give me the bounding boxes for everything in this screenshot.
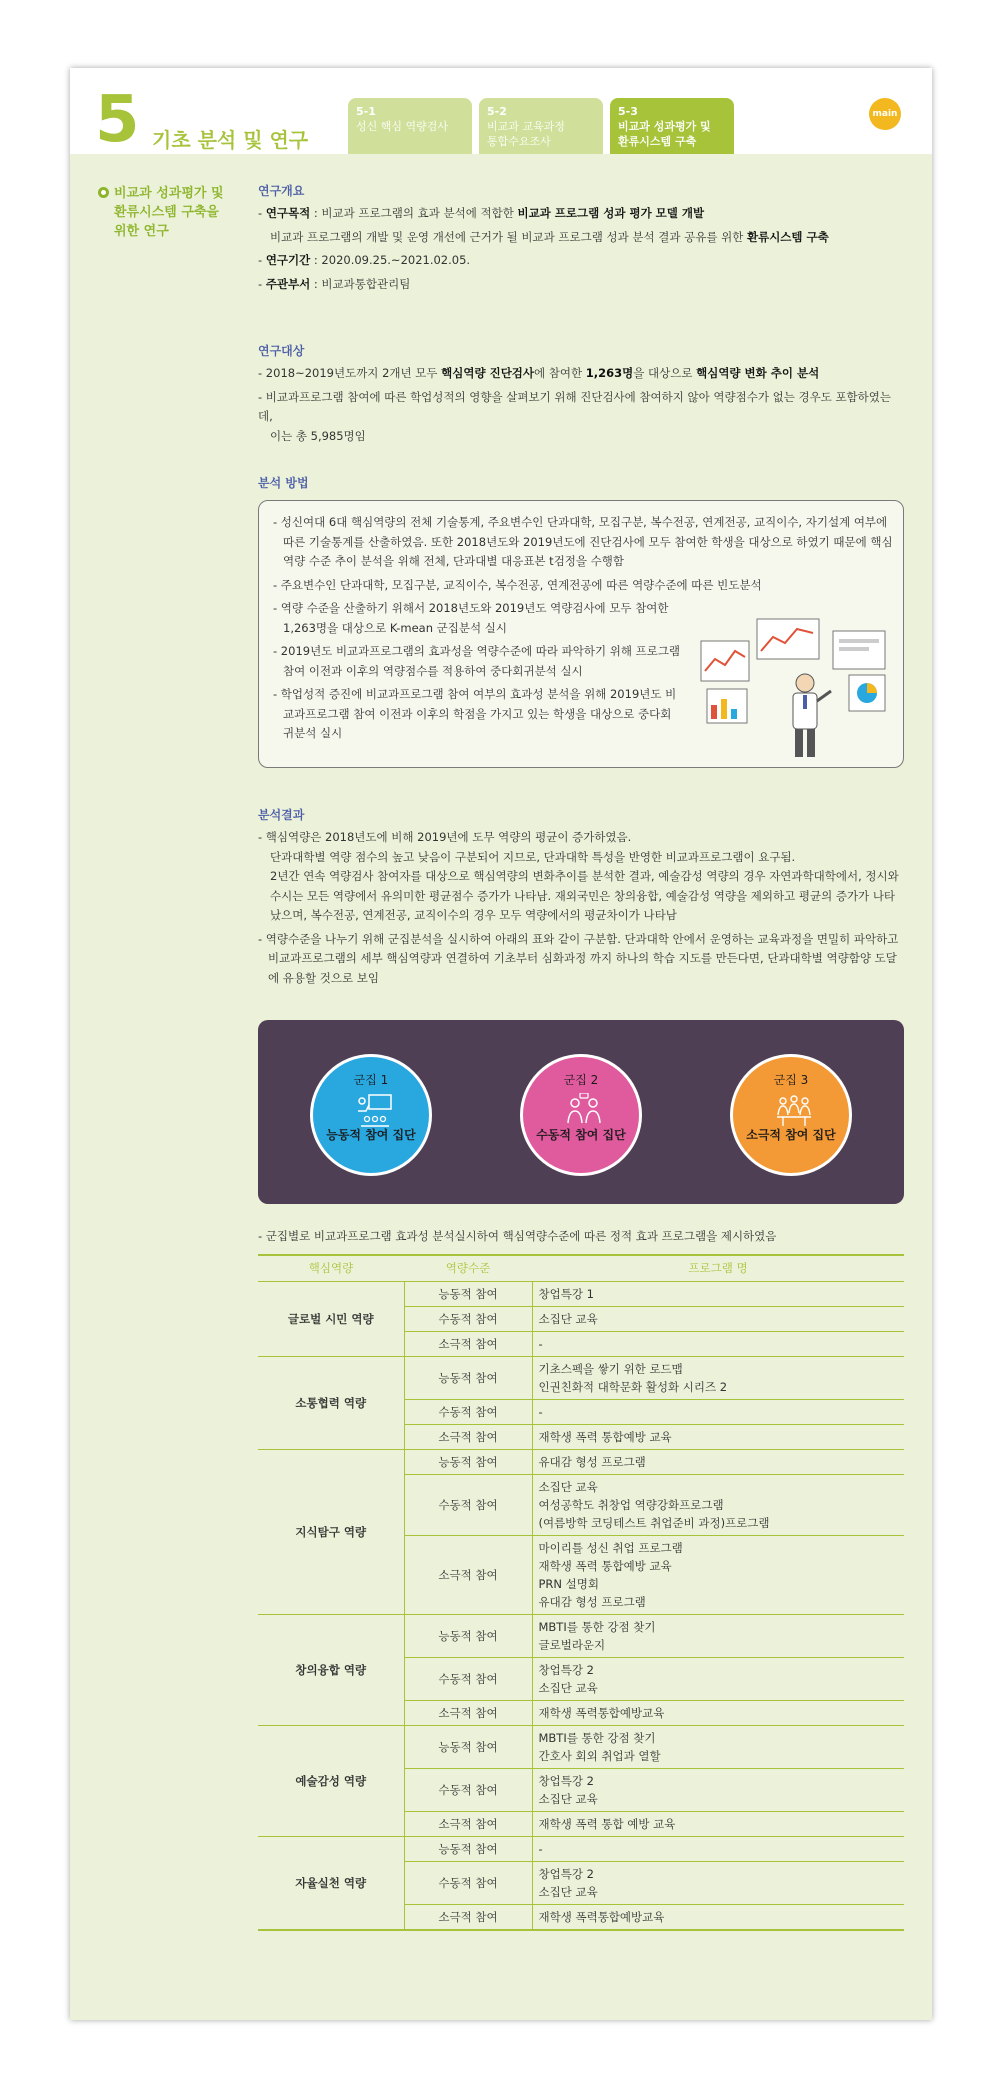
level-cell: 능동적 참여 (404, 1356, 532, 1399)
level-cell: 능동적 참여 (404, 1836, 532, 1861)
program-name: 소집단 교육 (538, 1791, 598, 1806)
table-row (258, 1356, 904, 1399)
table-header-row (258, 1255, 904, 1281)
program-name: 창업특강 2 (538, 1773, 594, 1788)
program-cell (532, 1331, 904, 1356)
level-cell: 소극적 참여 (404, 1424, 532, 1449)
results-title: 분석결과 (258, 808, 305, 822)
target-body: - 2018~2019년도까지 2개년 모두 핵심역량 진단검사에 참여한 1,263명을 대상으로 핵심역량 변화 추이 분석 - 비교과프로그램 참여에 따른 학업성적의 영향을 살펴보기 위해 진단검사에 참여하지 않아 역량점수가 없는 경우도 포함하였는데, 이는 총 5,985명임 (258, 366, 891, 443)
researcher-with-charts-illustration (699, 611, 889, 761)
tab-label: 비교과 교육과정 (487, 120, 565, 133)
program-cell (532, 1811, 904, 1836)
chapter-header (70, 68, 932, 157)
tab-number: 5-3 (618, 105, 638, 118)
program-name: MBTI를 통한 강점 찾기 (538, 1730, 656, 1745)
table-note: - 군집별로 비교과프로그램 효과성 분석실시하여 핵심역량수준에 따른 정적 효과 프로그램을 제시하였음 (258, 1229, 777, 1243)
cluster-panel (258, 1020, 904, 1204)
program-name: 재학생 폭력통합예방교육 (538, 1705, 665, 1720)
cluster-name: 수동적 참여 집단 (536, 1128, 626, 1142)
program-name: PRN 설명회 (538, 1576, 600, 1591)
level-cell: 소극적 참여 (404, 1331, 532, 1356)
program-name: (여름방학 코딩테스트 취업준비 과정)프로그램 (538, 1515, 770, 1530)
table-row (258, 1836, 904, 1861)
method-item: - 역량 수준을 산출하기 위해서 2018년도와 2019년도 역량검사에 모두 참여한 1,263명을 대상으로 K-mean 군집분석 실시 (273, 601, 669, 635)
program-cell (532, 1449, 904, 1474)
column-header: 핵심역량 (258, 1255, 404, 1281)
program-name: 유대감 형성 프로그램 (538, 1594, 646, 1609)
program-name: 간호사 회외 취업과 열할 (538, 1748, 661, 1763)
program-name: 기초스펙을 쌓기 위한 로드맵 (538, 1361, 683, 1376)
program-cell (532, 1356, 904, 1399)
program-cell (532, 1657, 904, 1700)
level-cell: 소극적 참여 (404, 1904, 532, 1930)
cluster-name: 능동적 참여 집단 (326, 1128, 416, 1142)
program-name: - (538, 1841, 543, 1856)
competency-cell: 지식탐구 역량 (258, 1449, 404, 1614)
program-cell (532, 1836, 904, 1861)
level-cell: 수동적 참여 (404, 1861, 532, 1904)
cluster-name: 소극적 참여 집단 (746, 1128, 836, 1142)
method-title: 분석 방법 (258, 476, 309, 490)
program-name: 창업특강 2 (538, 1662, 594, 1677)
level-cell: 능동적 참여 (404, 1614, 532, 1657)
program-cell (532, 1904, 904, 1930)
program-name: 여성공학도 취창업 역량강화프로그램 (538, 1497, 724, 1512)
level-cell: 수동적 참여 (404, 1657, 532, 1700)
target-title: 연구대상 (258, 344, 305, 358)
tab-label: 비교과 성과평가 및 (618, 120, 711, 133)
program-cell (532, 1861, 904, 1904)
column-header: 프로그램 명 (532, 1255, 904, 1281)
overview-title: 연구개요 (258, 184, 305, 198)
document-page (70, 68, 932, 2020)
program-name: 창업특강 2 (538, 1866, 594, 1881)
cluster-2-circle (520, 1054, 642, 1176)
competency-cell: 예술감성 역량 (258, 1725, 404, 1836)
tab-label: 성신 핵심 역량검사 (356, 120, 449, 133)
program-name: MBTI를 통한 강점 찾기 (538, 1619, 656, 1634)
method-box (258, 500, 904, 768)
program-name: 소집단 교육 (538, 1311, 598, 1326)
presenter-icon (355, 1093, 393, 1127)
program-cell (532, 1768, 904, 1811)
program-cell (532, 1306, 904, 1331)
program-cell (532, 1614, 904, 1657)
main-home-button[interactable]: main (869, 98, 901, 130)
program-name: 인권친화적 대학문화 활성화 시리즈 2 (538, 1379, 728, 1394)
level-cell: 능동적 참여 (404, 1449, 532, 1474)
method-item: - 주요변수인 단과대학, 모집구분, 교직이수, 복수전공, 연계전공에 따른 역량수준에 따른 빈도분석 (273, 577, 762, 592)
tab-label: 환류시스템 구축 (618, 135, 697, 148)
program-cell (532, 1725, 904, 1768)
bullet-circle-icon (98, 187, 109, 198)
program-name: 소집단 교육 (538, 1680, 598, 1695)
program-name: 창업특강 1 (538, 1286, 594, 1301)
level-cell: 수동적 참여 (404, 1474, 532, 1535)
tab-number: 5-1 (356, 105, 376, 118)
chapter-number: 5 (95, 83, 140, 157)
level-cell: 소극적 참여 (404, 1535, 532, 1614)
level-cell: 수동적 참여 (404, 1768, 532, 1811)
table-row (258, 1281, 904, 1306)
tab-5-2[interactable] (479, 98, 603, 154)
table-row (258, 1614, 904, 1657)
cluster-1-circle (310, 1054, 432, 1176)
cluster-number: 군집 1 (353, 1073, 389, 1087)
cluster-3-circle (730, 1054, 852, 1176)
column-header: 역량수준 (404, 1255, 532, 1281)
program-cell (532, 1700, 904, 1725)
meeting-icon (775, 1093, 813, 1127)
program-cell (532, 1535, 904, 1614)
competency-cell: 글로벌 시민 역량 (258, 1281, 404, 1356)
method-item: - 2019년도 비교과프로그램의 효과성을 역량수준에 따라 파악하기 위해 프로그램 참여 이전과 이후의 역량점수를 적용하여 중다회귀분석 실시 (273, 644, 681, 678)
program-name: 글로벌라운지 (538, 1637, 606, 1652)
competency-cell: 창의융합 역량 (258, 1614, 404, 1725)
tab-label: 통합수요조사 (487, 135, 551, 148)
program-name: 유대감 형성 프로그램 (538, 1454, 646, 1469)
program-cell (532, 1281, 904, 1306)
program-name: 재학생 폭력 통합 예방 교육 (538, 1816, 676, 1831)
method-item: - 학업성적 증진에 비교과프로그램 참여 여부의 효과성 분석을 위해 2019년도 비교과프로그램 참여 이전과 이후의 학점을 가지고 있는 학생을 대상으로 중다회귀분석 실시 (273, 687, 677, 740)
tab-number: 5-2 (487, 105, 507, 118)
discussion-icon (565, 1093, 603, 1127)
cluster-number: 군집 2 (563, 1073, 599, 1087)
program-name: 재학생 폭력통합예방교육 (538, 1909, 665, 1924)
overview-body: - 연구목적 : 비교과 프로그램의 효과 분석에 적합한 비교과 프로그램 성과 평가 모델 개발 비교과 프로그램의 개발 및 운영 개선에 근거가 될 비교과 프로그램 성과 분석 결과 공유를 위한 환류시스템 구축 - 연구기간 : 2020.09.25.~2021.02.05. - 주관부서 : 비교과통합관리팀 (258, 206, 829, 291)
chapter-title: 기초 분석 및 연구 (152, 128, 309, 152)
program-name: - (538, 1404, 543, 1419)
level-cell: 수동적 참여 (404, 1399, 532, 1424)
program-name: 마이리틀 성신 취업 프로그램 (538, 1540, 683, 1555)
program-table (258, 1254, 904, 1931)
program-name: 소집단 교육 (538, 1479, 598, 1494)
results-body: - 핵심역량은 2018년도에 비해 2019년에 도무 역량의 평균이 증가하였음. 단과대학별 역량 점수의 높고 낮음이 구분되어 지므로, 단과대학 특성을 반영한 비교과프로그램이 요구됨. 2년간 연속 역량검사 참여자를 대상으로 핵심역량의 변화추이를 분석한 결과, 예술감성 역량의 경우 자연과학대학에서, 정시와 수시는 모든 역량에서 유의미한 평균점수 증가가 나타남. 재외국민은 창의융합, 예술감성 역량을 제외하고 평균의 증가가 나타났으며, 복수전공, 연계전공, 교직이수의 경우 모두 역량에서의 평균차이가 나타남 - 역량수준을 나누기 위해 군집분석을 실시하여 아래의 표와 같이 구분함. 단과대학 안에서 운영하는 교육과정을 면밀히 파악하고 비교과프로그램의 세부 핵심역량과 연결하여 기초부터 심화과정 까지 하나의 학습 지도를 만든다면, 단과대학별 역량함양 도달에 유용할 것으로 보임 (258, 830, 899, 985)
table-row (258, 1449, 904, 1474)
program-name: 재학생 폭력 통합예방 교육 (538, 1558, 672, 1573)
program-name: 재학생 폭력 통합예방 교육 (538, 1429, 672, 1444)
competency-cell: 자율실천 역량 (258, 1836, 404, 1930)
level-cell: 수동적 참여 (404, 1306, 532, 1331)
program-cell (532, 1399, 904, 1424)
program-name: - (538, 1336, 543, 1351)
program-cell (532, 1474, 904, 1535)
table-row (258, 1725, 904, 1768)
method-item: - 성신여대 6대 핵심역량의 전체 기술통계, 주요변수인 단과대학, 모집구분, 복수전공, 연계전공, 교직이수, 자기설계 여부에 따른 기술통계를 산출하였음. 또한 2018년도와 2019년도에 진단검사에 모두 참여한 학생을 대상으로 하였기 때문에 핵심역량 수준 추이 분석을 위해 전체, 단과대별 대응표본 t검정을 수행함 (273, 515, 893, 568)
level-cell: 능동적 참여 (404, 1725, 532, 1768)
tab-5-1[interactable] (348, 98, 472, 154)
program-cell (532, 1424, 904, 1449)
tab-5-3[interactable] (610, 98, 734, 154)
program-name: 소집단 교육 (538, 1884, 598, 1899)
competency-cell: 소통협력 역량 (258, 1356, 404, 1449)
side-title: 비교과 성과평가 및 환류시스템 구축을 위한 연구 (98, 184, 228, 241)
level-cell: 소극적 참여 (404, 1811, 532, 1836)
cluster-number: 군집 3 (773, 1073, 809, 1087)
level-cell: 소극적 참여 (404, 1700, 532, 1725)
level-cell: 능동적 참여 (404, 1281, 532, 1306)
